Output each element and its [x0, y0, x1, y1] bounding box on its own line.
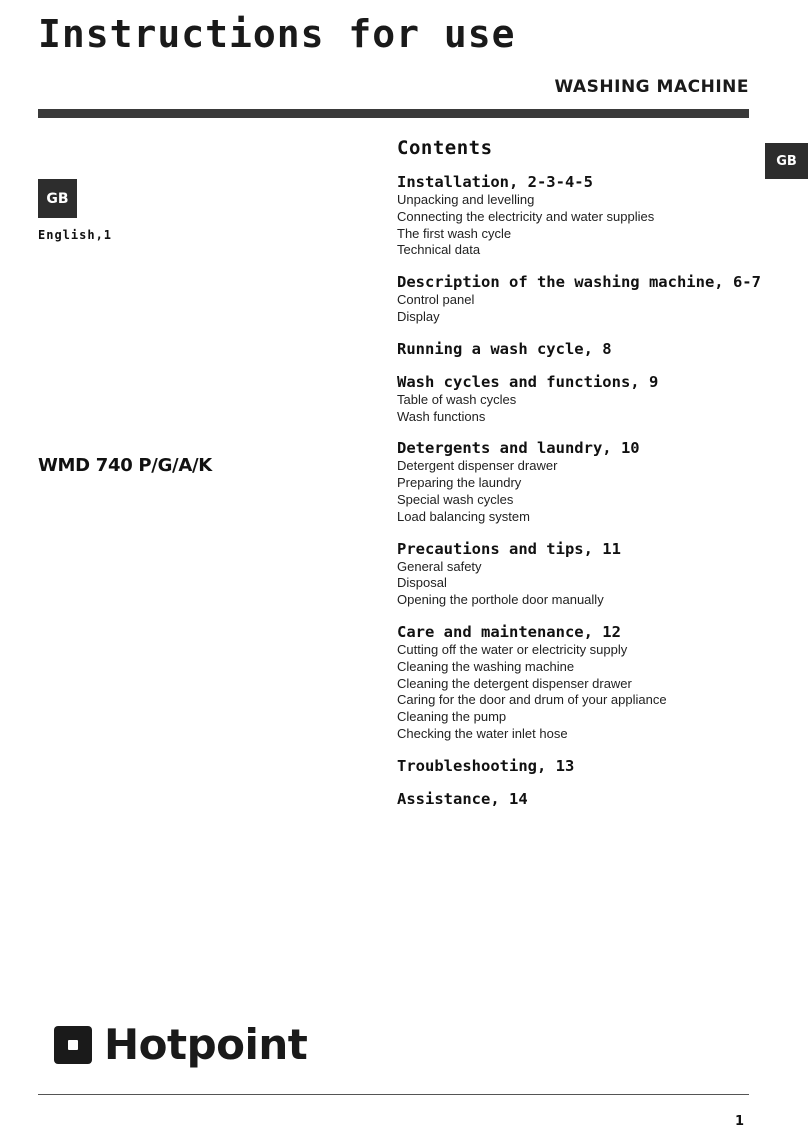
section-item: Cleaning the washing machine	[397, 658, 575, 674]
document-title: Instructions for use	[38, 12, 516, 56]
contents-section	[397, 622, 757, 743]
brand-logo	[54, 1020, 308, 1069]
section-item: Special wash cycles	[397, 491, 514, 507]
page-number: 1	[734, 1114, 744, 1129]
footer-divider	[38, 1094, 749, 1095]
section-item: Disposal	[397, 575, 447, 591]
section-heading: Running a wash cycle, 8	[397, 339, 612, 358]
section-heading: Installation, 2-3-4-5	[397, 173, 593, 191]
section-item: Table of wash cycles	[397, 391, 517, 407]
section-item: Cleaning the detergent dispenser drawer	[397, 675, 632, 691]
section-item-list	[397, 392, 757, 426]
section-item: Control panel	[397, 292, 475, 308]
section-item: The first wash cycle	[397, 225, 512, 241]
section-item: Unpacking and levelling	[397, 192, 535, 207]
section-item: Cleaning the pump	[397, 709, 507, 725]
section-heading: Assistance, 14	[397, 789, 528, 808]
section-item-list	[397, 559, 757, 609]
section-heading: Precautions and tips, 11	[397, 539, 621, 558]
section-heading: Troubleshooting, 13	[397, 756, 575, 775]
hotpoint-logo-icon	[54, 1026, 92, 1064]
section-item: Detergent dispenser drawer	[397, 458, 558, 474]
section-item-list	[397, 292, 757, 326]
header-divider-bar	[38, 109, 749, 118]
contents-section	[397, 539, 757, 609]
section-item: Display	[397, 308, 440, 324]
language-reference: English,1	[38, 228, 113, 242]
section-item: Opening the porthole door manually	[397, 592, 604, 608]
section-item: Wash functions	[397, 408, 486, 424]
language-badge: GB	[38, 179, 77, 218]
contents-title: Contents	[397, 137, 493, 159]
section-heading: Care and maintenance, 12	[397, 622, 621, 641]
section-heading: Description of the washing machine, 6-7	[397, 273, 761, 292]
contents-section	[397, 339, 757, 359]
section-item-list	[397, 642, 757, 743]
section-item: Preparing the laundry	[397, 475, 522, 491]
section-item: Load balancing system	[397, 508, 530, 524]
contents-section	[397, 372, 757, 426]
section-item: General safety	[397, 558, 482, 574]
contents-panel	[397, 136, 761, 822]
model-number: WMD 740 P/G/A/K	[38, 455, 212, 476]
brand-name: Hotpoint	[104, 1020, 308, 1069]
contents-section	[397, 172, 757, 259]
section-item: Cutting off the water or electricity supply	[397, 641, 628, 657]
contents-section	[397, 272, 761, 326]
contents-section	[397, 438, 757, 525]
language-side-tab: GB	[765, 143, 808, 179]
contents-sections	[397, 172, 761, 809]
section-item-list	[397, 192, 757, 259]
section-item: Caring for the door and drum of your appliance	[397, 692, 667, 708]
section-item: Connecting the electricity and water supplies	[397, 208, 655, 224]
document-subtitle: WASHING MACHINE	[554, 77, 749, 97]
section-heading: Wash cycles and functions, 9	[397, 372, 659, 391]
contents-section	[397, 789, 757, 809]
section-item: Technical data	[397, 242, 481, 258]
contents-section	[397, 756, 757, 776]
section-heading: Detergents and laundry, 10	[397, 439, 640, 458]
section-item-list	[397, 458, 757, 525]
section-item: Checking the water inlet hose	[397, 725, 568, 741]
